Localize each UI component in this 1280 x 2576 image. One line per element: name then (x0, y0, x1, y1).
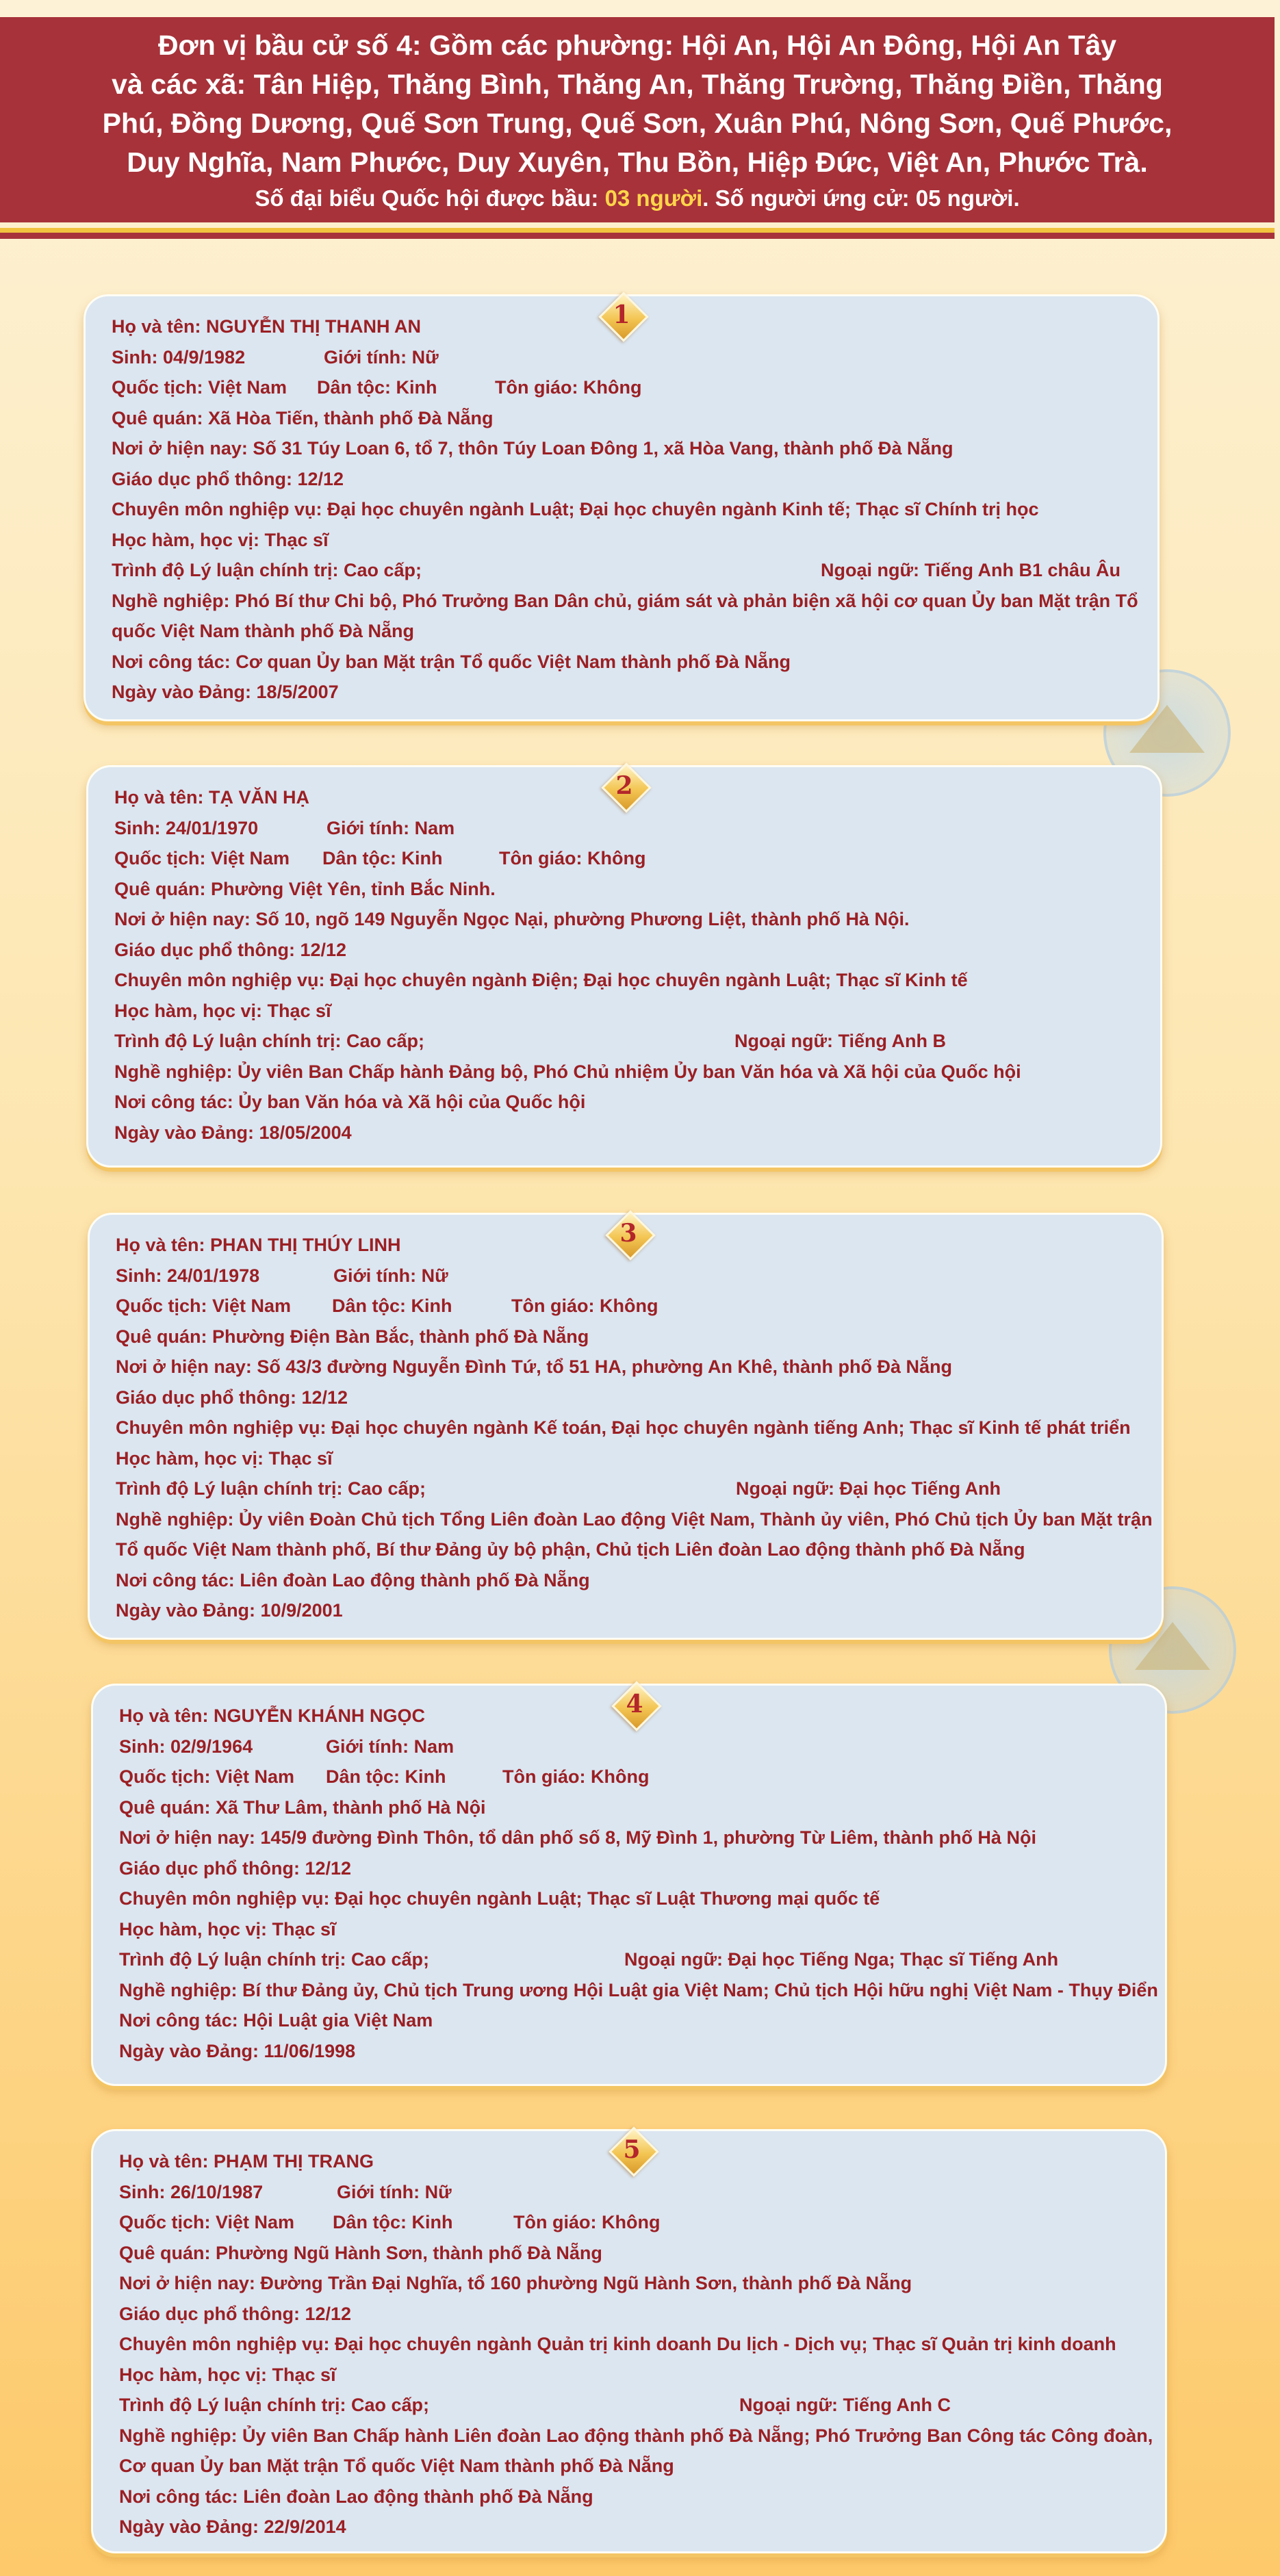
foreign-language: Ngoại ngữ: Tiếng Anh B1 châu Âu (821, 560, 1121, 580)
candidate-name: Họ và tên: PHAN THỊ THÚY LINH (116, 1235, 401, 1255)
politics-language-row (119, 2390, 1140, 2421)
nationality: Quốc tịch: Việt Nam (114, 848, 290, 868)
candidate-card-4 (91, 1684, 1167, 2086)
nationality-row (119, 2207, 1140, 2238)
gender: Giới tính: Nam (326, 1736, 455, 1757)
politics-language-row (116, 1473, 1137, 1504)
residence: Nơi ở hiện nay: Số 10, ngõ 149 Nguyễn Ngọc Nại, phường Phương Liệt, thành phố Hà Nội. (114, 909, 910, 929)
politics-language-row (119, 1944, 1140, 1975)
religion: Tôn giáo: Không (502, 1766, 650, 1787)
candidates-count: . Số người ứng cử: 05 người. (702, 185, 1020, 211)
academic-degree: Học hàm, học vị: Thạc sĩ (116, 1447, 333, 1469)
birth-date: Sinh: 04/9/1982 (112, 346, 246, 368)
candidate-card-2 (86, 765, 1162, 1168)
birth-gender-row (112, 342, 1133, 373)
foreign-language: Ngoại ngữ: Tiếng Anh B (734, 1031, 947, 1051)
header-red-stripe (0, 233, 1275, 239)
ethnicity: Dân tộc: Kinh (322, 848, 443, 868)
seats-count: 03 người (604, 185, 703, 211)
specialty: Chuyên môn nghiệp vụ: Đại học chuyên ngành Điện; Đại học chuyên ngành Luật; Thạc sĩ Kinh tế (114, 970, 968, 990)
ethnicity: Dân tộc: Kinh (317, 377, 437, 398)
nationality: Quốc tịch: Việt Nam (112, 377, 287, 398)
gender: Giới tính: Nam (327, 817, 455, 838)
political-theory: Trình độ Lý luận chính trị: Cao cấp; (119, 1949, 430, 1970)
workplace: Nơi công tác: Liên đoàn Lao động thành phố Đà Nẵng (119, 2486, 593, 2507)
header-banner (0, 17, 1275, 222)
residence: Nơi ở hiện nay: 145/9 đường Đình Thôn, tổ dân phố số 8, Mỹ Đình 1, phường Từ Liêm, thành phố Hà Nội (119, 1827, 1036, 1848)
specialty: Chuyên môn nghiệp vụ: Đại học chuyên ngành Luật; Đại học chuyên ngành Kinh tế; Thạc sĩ Chính trị học (112, 499, 1039, 519)
political-theory: Trình độ Lý luận chính trị: Cao cấp; (116, 1478, 426, 1499)
birth-date: Sinh: 26/10/1987 (119, 2181, 264, 2202)
gender: Giới tính: Nữ (333, 1265, 448, 1286)
header-title-line: Duy Nghĩa, Nam Phước, Duy Xuyên, Thu Bồn, Hiệp Đức, Việt An, Phước Trà. (127, 146, 1148, 178)
workplace: Nơi công tác: Cơ quan Ủy ban Mặt trận Tổ quốc Việt Nam thành phố Đà Nẵng (112, 651, 791, 672)
foreign-language: Ngoại ngữ: Đại học Tiếng Nga; Thạc sĩ Tiếng Anh (624, 1949, 1059, 1970)
politics-language-row (114, 1026, 1136, 1057)
header-title-line: Phú, Đồng Dương, Quế Sơn Trung, Quế Sơn, Xuân Phú, Nông Sơn, Quế Phước, (102, 107, 1173, 139)
party-join-date: Ngày vào Đảng: 11/06/1998 (119, 2040, 356, 2061)
birth-gender-row (119, 2177, 1140, 2208)
candidate-card-5 (91, 2129, 1167, 2553)
header-gold-stripe (0, 228, 1275, 233)
nationality-row (112, 372, 1133, 403)
birth-gender-row (114, 813, 1136, 844)
political-theory: Trình độ Lý luận chính trị: Cao cấp; (114, 1031, 425, 1051)
occupation-line: Cơ quan Ủy ban Mặt trận Tổ quốc Việt Nam thành phố Đà Nẵng (119, 2456, 674, 2476)
seats-label: Số đại biểu Quốc hội được bầu: (255, 185, 605, 211)
foreign-language: Ngoại ngữ: Tiếng Anh C (739, 2395, 951, 2415)
residence: Nơi ở hiện nay: Đường Trần Đại Nghĩa, tổ 160 phường Ngũ Hành Sơn, thành phố Đà Nẵng (119, 2273, 912, 2293)
hometown: Quê quán: Xã Hòa Tiến, thành phố Đà Nẵng (112, 407, 494, 428)
nationality-row (114, 843, 1136, 874)
religion: Tôn giáo: Không (511, 1296, 658, 1316)
header-title-line: Đơn vị bầu cử số 4: Gồm các phường: Hội An, Hội An Đông, Hội An Tây (157, 29, 1117, 61)
birth-date: Sinh: 02/9/1964 (119, 1736, 253, 1757)
candidate-number-badge: 4 (611, 1680, 658, 1728)
header-title-line: và các xã: Tân Hiệp, Thăng Bình, Thăng An, Thăng Trường, Thăng Điền, Thăng (112, 68, 1163, 100)
occupation-line: Nghề nghiệp: Ủy viên Ban Chấp hành Liên đoàn Lao động thành phố Đà Nẵng; Phó Trưởng Ban Công tác Công đoàn, (119, 2425, 1153, 2446)
academic-degree: Học hàm, học vị: Thạc sĩ (119, 1918, 336, 1940)
religion: Tôn giáo: Không (499, 848, 646, 868)
candidate-number-badge: 1 (598, 291, 645, 339)
education: Giáo dục phổ thông: 12/12 (114, 939, 347, 960)
occupation-line: quốc Việt Nam thành phố Đà Nẵng (112, 621, 415, 641)
specialty: Chuyên môn nghiệp vụ: Đại học chuyên ngành Luật; Thạc sĩ Luật Thương mại quốc tế (119, 1888, 880, 1909)
nationality-row (119, 1762, 1140, 1792)
political-theory: Trình độ Lý luận chính trị: Cao cấp; (112, 560, 422, 580)
nationality: Quốc tịch: Việt Nam (119, 1766, 295, 1787)
hometown: Quê quán: Phường Điện Bàn Bắc, thành phố Đà Nẵng (116, 1326, 589, 1347)
gender: Giới tính: Nữ (324, 346, 439, 368)
religion: Tôn giáo: Không (513, 2212, 661, 2232)
ethnicity: Dân tộc: Kinh (333, 2212, 453, 2232)
candidate-number-badge: 2 (600, 762, 648, 810)
party-join-date: Ngày vào Đảng: 10/9/2001 (116, 1600, 343, 1621)
education: Giáo dục phổ thông: 12/12 (119, 2303, 352, 2324)
birth-date: Sinh: 24/01/1978 (116, 1265, 260, 1286)
candidate-name: Họ và tên: NGUYỄN KHÁNH NGỌC (119, 1705, 426, 1726)
ethnicity: Dân tộc: Kinh (332, 1296, 452, 1316)
residence: Nơi ở hiện nay: Số 43/3 đường Nguyễn Đình Tứ, tổ 51 HA, phường An Khê, thành phố Đà Nẵng (116, 1356, 952, 1377)
foreign-language: Ngoại ngữ: Đại học Tiếng Anh (736, 1478, 1001, 1499)
party-join-date: Ngày vào Đảng: 18/05/2004 (114, 1122, 352, 1143)
political-theory: Trình độ Lý luận chính trị: Cao cấp; (119, 2395, 430, 2415)
specialty: Chuyên môn nghiệp vụ: Đại học chuyên ngành Kế toán, Đại học chuyên ngành tiếng Anh; Thạc sĩ Kinh tế phát triển (116, 1417, 1131, 1438)
hometown: Quê quán: Xã Thư Lâm, thành phố Hà Nội (119, 1796, 486, 1818)
residence: Nơi ở hiện nay: Số 31 Túy Loan 6, tổ 7, thôn Túy Loan Đông 1, xã Hòa Vang, thành phố Đà Nẵng (112, 438, 953, 459)
candidate-number-badge: 3 (604, 1209, 652, 1257)
politics-language-row (112, 555, 1133, 586)
nationality: Quốc tịch: Việt Nam (119, 2212, 295, 2232)
religion: Tôn giáo: Không (495, 377, 642, 398)
birth-gender-row (119, 1731, 1140, 1762)
hometown: Quê quán: Phường Việt Yên, tỉnh Bắc Ninh. (114, 878, 496, 899)
academic-degree: Học hàm, học vị: Thạc sĩ (114, 1000, 331, 1021)
education: Giáo dục phổ thông: 12/12 (116, 1387, 348, 1408)
academic-degree: Học hàm, học vị: Thạc sĩ (119, 2364, 336, 2385)
candidate-number-badge: 5 (608, 2126, 656, 2174)
nationality: Quốc tịch: Việt Nam (116, 1296, 292, 1316)
party-join-date: Ngày vào Đảng: 22/9/2014 (119, 2516, 346, 2537)
occupation-line: Nghề nghiệp: Ủy viên Đoàn Chủ tịch Tổng Liên đoàn Lao động Việt Nam, Thành ủy viên, Phó Chủ tịch Ủy ban Mặt trận (116, 1508, 1153, 1530)
workplace: Nơi công tác: Liên đoàn Lao động thành phố Đà Nẵng (116, 1569, 590, 1590)
candidate-card-3 (88, 1213, 1164, 1640)
occupation-line: Nghề nghiệp: Ủy viên Ban Chấp hành Đảng bộ, Phó Chủ nhiệm Ủy ban Văn hóa và Xã hội của Quốc hội (114, 1061, 1021, 1082)
candidate-name: Họ và tên: NGUYỄN THỊ THANH AN (112, 316, 422, 337)
party-join-date: Ngày vào Đảng: 18/5/2007 (112, 682, 339, 702)
candidate-name: Họ và tên: TẠ VĂN HẠ (114, 787, 310, 808)
birth-gender-row (116, 1261, 1137, 1291)
ethnicity: Dân tộc: Kinh (326, 1766, 446, 1787)
workplace: Nơi công tác: Hội Luật gia Việt Nam (119, 2010, 433, 2031)
occupation-line: Nghề nghiệp: Bí thư Đảng ủy, Chủ tịch Trung ương Hội Luật gia Việt Nam; Chủ tịch Hội hữu nghị Việt Nam - Thụy Điển (119, 1979, 1158, 2000)
header-title (0, 26, 1275, 182)
header-subtitle (0, 182, 1275, 215)
education: Giáo dục phổ thông: 12/12 (119, 1857, 352, 1879)
specialty: Chuyên môn nghiệp vụ: Đại học chuyên ngành Quản trị kinh doanh Du lịch - Dịch vụ; Thạc sĩ Quản trị kinh doanh (119, 2334, 1116, 2354)
candidate-name: Họ và tên: PHẠM THỊ TRANG (119, 2151, 374, 2172)
birth-date: Sinh: 24/01/1970 (114, 817, 259, 838)
hometown: Quê quán: Phường Ngũ Hành Sơn, thành phố Đà Nẵng (119, 2242, 602, 2263)
occupation-line: Tổ quốc Việt Nam thành phố, Bí thư Đảng ủy bộ phận, Chủ tịch Liên đoàn Lao động thành phố Đà Nẵng (116, 1539, 1025, 1560)
education: Giáo dục phổ thông: 12/12 (112, 468, 344, 489)
occupation-line: Nghề nghiệp: Phó Bí thư Chi bộ, Phó Trưởng Ban Dân chủ, giám sát và phản biện xã hội cơ quan Ủy ban Mặt trận Tổ (112, 590, 1138, 611)
candidate-card-1 (84, 294, 1160, 721)
workplace: Nơi công tác: Ủy ban Văn hóa và Xã hội của Quốc hội (114, 1092, 586, 1112)
academic-degree: Học hàm, học vị: Thạc sĩ (112, 529, 329, 550)
gender: Giới tính: Nữ (337, 2181, 452, 2202)
nationality-row (116, 1291, 1137, 1322)
